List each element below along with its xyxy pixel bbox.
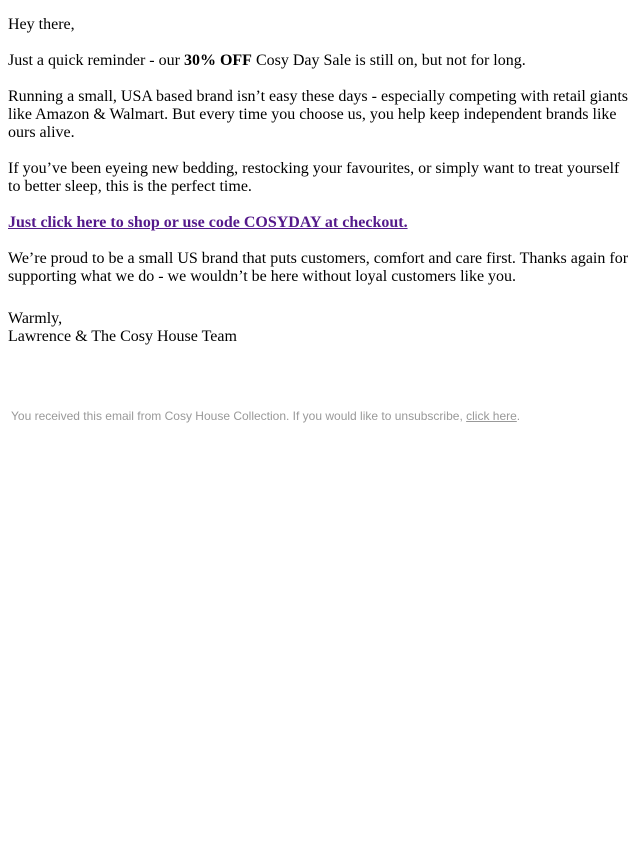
footer-period: .: [516, 409, 521, 423]
shop-now-link[interactable]: Just click here to shop or use code COSYDAY at checkout.: [8, 214, 408, 231]
unsubscribe-link[interactable]: click here: [466, 409, 517, 423]
sign-off-block: [8, 310, 632, 346]
sign-off: Warmly,: [8, 310, 63, 327]
footer-text: You received this email from Cosy House Collection. If you would like to unsubscribe,: [11, 409, 467, 423]
greeting: Hey there,: [8, 16, 75, 33]
email-footer: [11, 409, 631, 423]
signature: Lawrence & The Cosy House Team: [8, 328, 237, 345]
reminder-text-start: Just a quick reminder - our: [8, 52, 184, 69]
reminder-text-end: Cosy Day Sale is still on, but not for long.: [251, 52, 526, 69]
thanks-paragraph: We’re proud to be a small US brand that puts customers, comfort and care first. Thanks again for supporting what we do - we wouldn’t be here without loyal customers like you.: [8, 250, 629, 285]
cta-paragraph: [8, 214, 632, 232]
email-body: [8, 16, 632, 364]
discount-highlight: 30% OFF: [183, 52, 252, 69]
bedding-paragraph: If you’ve been eyeing new bedding, restocking your favourites, or simply want to treat yourself to better sleep, this is the perfect time.: [8, 160, 620, 195]
brand-paragraph: Running a small, USA based brand isn’t easy these days - especially competing with retail giants like Amazon & Walmart. But every time you choose us, you help keep independent brands like ours alive.: [8, 88, 629, 141]
sale-reminder: [8, 52, 632, 70]
